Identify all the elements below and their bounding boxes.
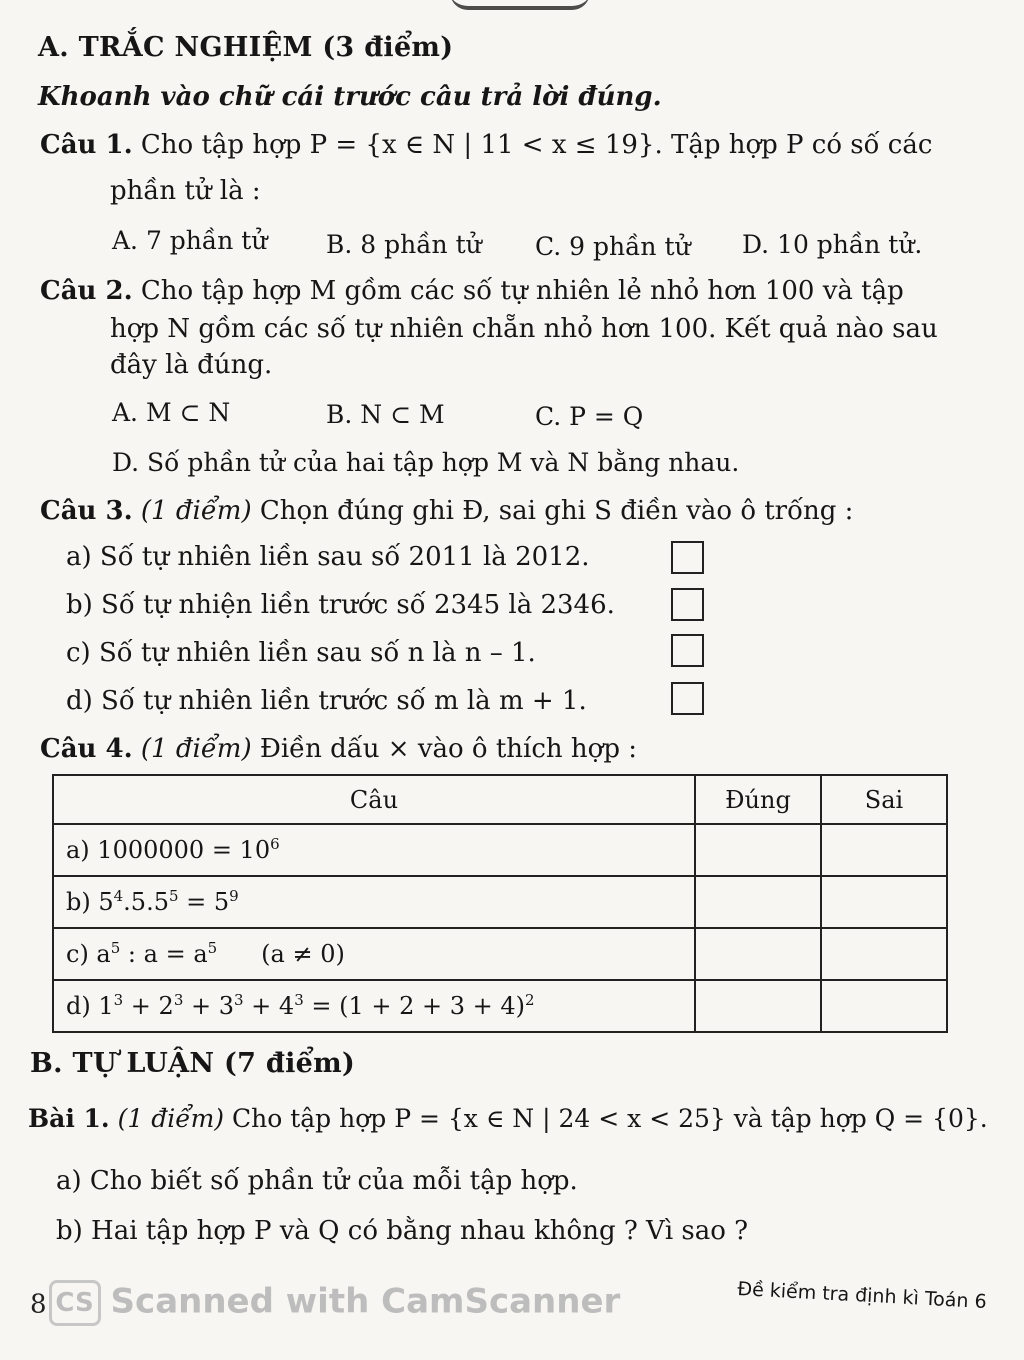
bai1-label: Bài 1. (28, 1104, 110, 1133)
q3-item-d: d) Số tự nhiên liền trước số m là m + 1. (66, 686, 587, 716)
q3-label: Câu 3. (40, 496, 133, 526)
section-a-instruction: Khoanh vào chữ cái trước câu trả lời đúng. (38, 82, 662, 112)
q1-text-line2: phần tử là : (110, 176, 261, 206)
q1-option-d: D. 10 phần tử. (742, 230, 923, 259)
table-row (53, 928, 947, 980)
q2-option-c: C. P = Q (535, 402, 644, 431)
q1-label: Câu 1. (40, 130, 133, 160)
camscanner-watermark (30, 1280, 620, 1326)
q4-label: Câu 4. (40, 734, 133, 764)
bai1-text: Cho tập hợp P = {x ∈ N | 24 < x < 25} và tập hợp Q = {0}. (232, 1104, 988, 1133)
q3-text: Chọn đúng ghi Đ, sai ghi S điền vào ô trống : (259, 496, 854, 526)
q4-header-cau: Câu (53, 775, 695, 824)
q4-table (52, 774, 948, 1033)
q2-option-a: A. M ⊂ N (112, 398, 231, 427)
q1-option-a: A. 7 phần tử (112, 226, 268, 255)
q1-text-line1: Cho tập hợp P = {x ∈ N | 11 < x ≤ 19}. Tập hợp P có số các (140, 130, 933, 160)
q4-statement-c: c) $a^5$ : $a = a^5$ (a ≠ 0) (53, 928, 695, 980)
q2-label: Câu 2. (40, 276, 133, 306)
q4-cell-dung-b[interactable] (695, 876, 821, 928)
bai1-part-b: b) Hai tập hợp P và Q có bằng nhau không ? Vì sao ? (56, 1216, 749, 1246)
bai1-line (28, 1104, 988, 1133)
q4-statement-a: a) $1000000 = 10^6$ (53, 824, 695, 876)
q2-text-line1: Cho tập hợp M gồm các số tự nhiên lẻ nhỏ hơn 100 và tập (140, 276, 904, 306)
section-a-title: A. TRẮC NGHIỆM (3 điểm) (38, 32, 454, 63)
q4-header-row (53, 775, 947, 824)
q2-option-d: D. Số phần tử của hai tập hợp M và N bằng nhau. (112, 448, 740, 477)
q3-points: (1 điểm) (140, 496, 252, 526)
q4-cell-sai-c[interactable] (821, 928, 947, 980)
camscanner-logo-icon: CS (49, 1280, 101, 1326)
q3-item-c: c) Số tự nhiên liền sau số n là n – 1. (66, 638, 536, 668)
q2-text-line3: đây là đúng. (110, 350, 273, 380)
q4-cell-sai-b[interactable] (821, 876, 947, 928)
section-b-title: B. TỰ LUẬN (7 điểm) (30, 1048, 356, 1079)
q2-option-b: B. N ⊂ M (326, 400, 445, 429)
page-number: 8 (30, 1289, 47, 1320)
q4-statement-b: b) $5^4.5.5^5 = 5^9$ (53, 876, 695, 928)
table-row (53, 980, 947, 1032)
q4-cell-sai-d[interactable] (821, 980, 947, 1032)
q3-answer-box-a[interactable] (671, 541, 704, 574)
q1-option-b: B. 8 phần tử (326, 230, 482, 259)
q3-item-b: b) Số tự nhiện liền trước số 2345 là 2346. (66, 590, 615, 620)
q3-answer-box-b[interactable] (671, 588, 704, 621)
q4-cell-dung-a[interactable] (695, 824, 821, 876)
q4-line (40, 734, 637, 764)
q2-text-line2: hợp N gồm các số tự nhiên chẵn nhỏ hơn 100. Kết quả nào sau (110, 314, 938, 344)
watermark-text: Scanned with CamScanner (110, 1281, 621, 1322)
q4-cell-sai-a[interactable] (821, 824, 947, 876)
q4-text: Điền dấu × vào ô thích hợp : (259, 734, 637, 764)
q2-line1 (40, 276, 904, 306)
q4-points: (1 điểm) (140, 734, 252, 764)
page-top-mark (450, 0, 590, 10)
q3-item-a: a) Số tự nhiên liền sau số 2011 là 2012. (66, 542, 590, 572)
bai1-points: (1 điểm) (117, 1104, 225, 1133)
q4-cell-dung-c[interactable] (695, 928, 821, 980)
q4-statement-d: d) $1^3 + 2^3 + 3^3 + 4^3 = (1 + 2 + 3 + 4)^2$ (53, 980, 695, 1032)
table-row (53, 824, 947, 876)
q1-option-c: C. 9 phần tử (535, 232, 691, 261)
q3-line (40, 496, 853, 526)
footer-document-title: Đề kiểm tra định kì Toán 6 (736, 1278, 988, 1314)
q3-answer-box-c[interactable] (671, 634, 704, 667)
bai1-part-a: a) Cho biết số phần tử của mỗi tập hợp. (56, 1166, 578, 1196)
q3-answer-box-d[interactable] (671, 682, 704, 715)
q4-cell-dung-d[interactable] (695, 980, 821, 1032)
q4-header-dung: Đúng (695, 775, 821, 824)
table-row (53, 876, 947, 928)
q4-header-sai: Sai (821, 775, 947, 824)
q1-line1 (40, 130, 932, 160)
